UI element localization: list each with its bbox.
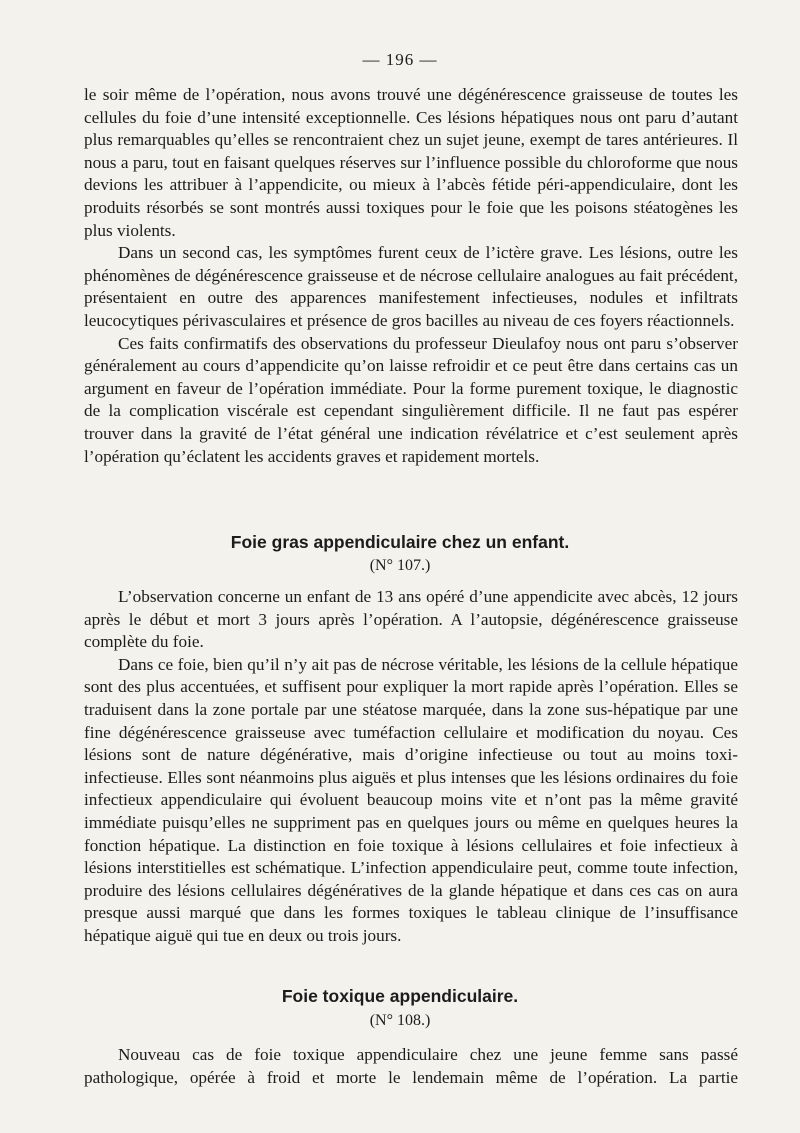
paragraph: Dans un second cas, les symptômes furent ceux de l’ictère grave. Les lésions, outre les phénomènes de dégénérescence graisseuse et de nécrose cellulaire analogues au fait précédent, présentaient en outre des apparences manifestement infectieuses, nodules et infiltrats leucocytiques périvasculaires et présence de gros bacilles au niveau de ces foyers réactionnels. xyxy=(84,243,738,330)
section-text-block xyxy=(84,586,738,948)
intro-text-block xyxy=(84,84,738,468)
observation-number: (N° 107.) xyxy=(369,557,431,574)
paragraph: le soir même de l’opération, nous avons trouvé une dégénérescence graisseuse de toutes les cellules du foie d’une intensité exceptionnelle. Ces lésions hépatiques nous ont paru d’autant plus remarquables qu’elles se rencontraient chez un sujet jeune, exempt de tares antérieures. Il nous a paru, tout en faisant quelques réserves sur l’influence possible du chloroforme que nous devions les attribuer à l’appendicite, ou mieux à l’abcès fétide péri-appendiculaire, dont les produits résorbés se sont montrés aussi toxiques pour le foie que les poisons stéatogènes les plus violents. xyxy=(84,85,738,240)
paragraph: Nouveau cas de foie toxique appendiculaire chez une jeune femme sans passé pathologique, opérée à froid et morte le lendemain même de l’opération. La partie xyxy=(84,1045,738,1087)
paragraph: Ces faits confirmatifs des observations du professeur Dieulafoy nous ont paru s’observer généralement au cours d’appendicite qu’on laisse refroidir et ce peut être dans certains cas un argument en faveur de l’opération immédiate. Pour la forme purement toxique, le diagnostic de la complication viscérale est cependant singulièrement difficile. Il ne faut pas espérer trouver dans la gravité de l’état général une indication révélatrice et c’est seulement après l’opération qu’éclatent les accidents graves et rapidement mortels. xyxy=(84,333,738,466)
observation-number: (N° 108.) xyxy=(369,1012,431,1029)
section-heading: Foie gras appendiculaire chez un enfant. xyxy=(230,532,570,552)
section-heading: Foie toxique appendiculaire. xyxy=(281,986,519,1006)
paragraph: L’observation concerne un enfant de 13 ans opéré d’une appendicite avec abcès, 12 jours après le début et mort 3 jours après l’opération. A l’autopsie, dégénérescence graisseuse complète du foie. xyxy=(84,587,738,652)
paragraph: Dans ce foie, bien qu’il n’y ait pas de nécrose véritable, les lésions de la cellule hépatique sont des plus accentuées, et suffisent pour expliquer la mort rapide après l’opération. Elles se traduisent dans la zone portale par une stéatose marquée, dans la zone sus-hépatique par une fine dégénérescence graisseuse avec tuméfaction cellulaire et modification du noyau. Ces lésions sont de nature dégénérative, mais d’origine infectieuse ou tout au moins toxi-infectieuse. Elles sont néanmoins plus aiguës et plus intenses que les lésions ordinaires du foie infectieux appendiculaire qui évoluent beaucoup moins vite et n’ont pas la même gravité immédiate puisqu’elles ne suppriment pas en quelques jours ou même en quelques heures la fonction hépatique. La distinction en foie toxique à lésions cellulaires et foie infectieux à lésions interstitielles est schématique. L’infection appendiculaire peut, comme toute infection, produire des lésions cellulaires dégénératives de la glande hépatique et dans ces cas on aura presque aussi marqué que dans les formes toxiques le tableau clinique de l’insuffisance hépatique aiguë qui tue en deux ou trois jours. xyxy=(84,654,738,945)
page-number: — 196 — xyxy=(362,50,438,69)
section-text-block xyxy=(84,1044,738,1089)
